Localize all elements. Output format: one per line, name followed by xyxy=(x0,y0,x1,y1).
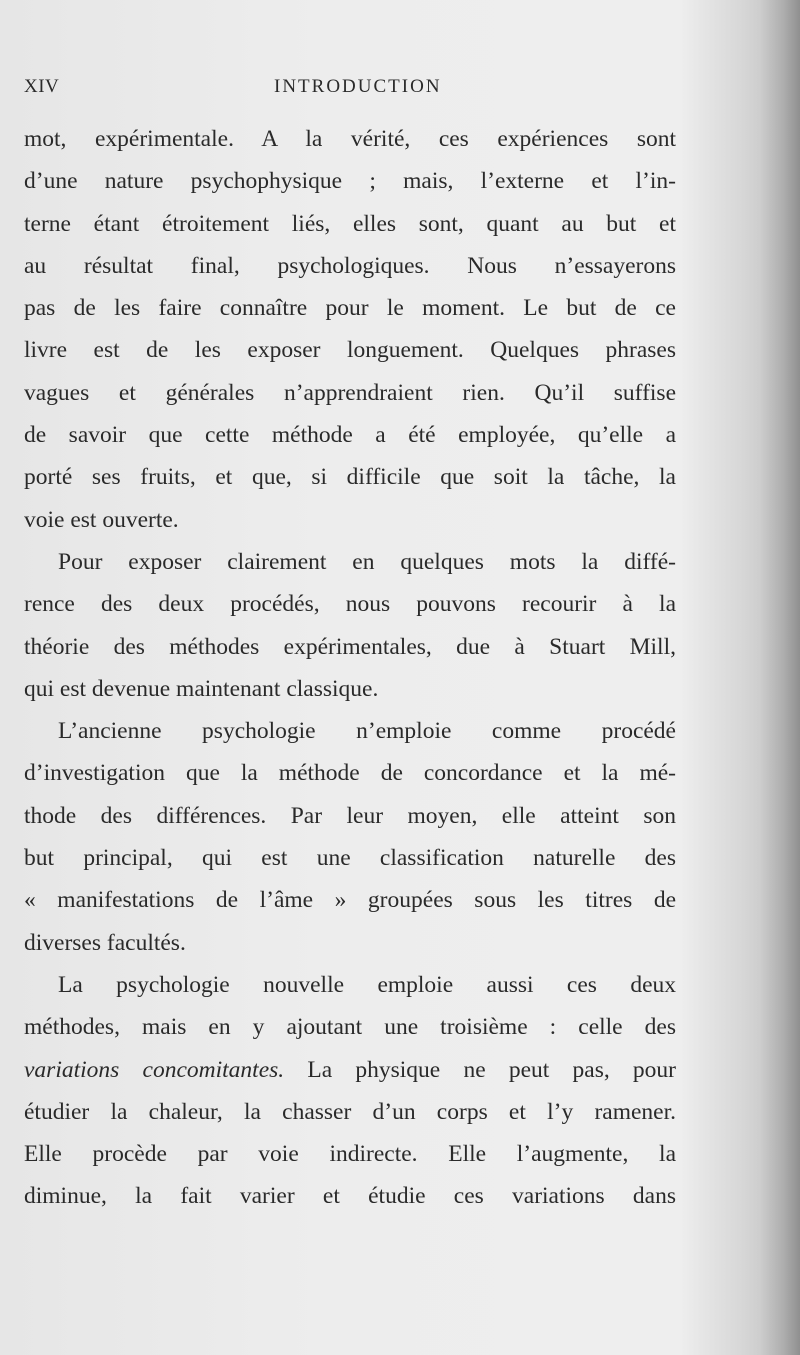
text-line: mot, expérimentale. A la vérité, ces expériences sont xyxy=(24,126,676,152)
running-head xyxy=(24,76,676,106)
text-line: au résultat final, psychologiques. Nous n’essayerons xyxy=(24,252,676,279)
text-line: d’investigation que la méthode de concordance et la mé- xyxy=(24,760,676,787)
text-line: rence des deux procédés, nous pouvons recourir à la xyxy=(24,591,676,618)
text-line: La psychologie nouvelle emploie aussi ces deux xyxy=(58,971,676,998)
text-line: Elle procède par voie indirecte. Elle l’augmente, la xyxy=(24,1141,676,1168)
text-line: but principal, qui est une classification naturelle des xyxy=(24,845,676,872)
page-number: XIV xyxy=(24,76,60,97)
text-line-mixed xyxy=(24,1049,676,1091)
text-line: d’une nature psychophysique ; mais, l’externe et l’in- xyxy=(24,168,676,195)
text-line: livre est de les exposer longuement. Quelques phrases xyxy=(24,337,676,364)
text-fragment: La physique ne peut pas, pour xyxy=(284,1056,676,1083)
text-line: « manifestations de l’âme » groupées sous les titres de xyxy=(24,887,676,914)
text-line: thode des différences. Par leur moyen, elle atteint son xyxy=(24,802,676,829)
text-line: terne étant étroitement liés, elles sont, quant au but et xyxy=(24,210,676,237)
text-line: méthodes, mais en y ajoutant une troisième : celle des xyxy=(24,1014,676,1041)
text-line: diminue, la fait varier et étudie ces variations dans xyxy=(24,1183,676,1210)
text-line: vagues et générales n’apprendraient rien. Qu’il suffise xyxy=(24,379,676,406)
text-line: de savoir que cette méthode a été employée, qu’elle a xyxy=(24,422,676,449)
text-line: voie est ouverte. xyxy=(24,506,179,533)
text-line: diverses facultés. xyxy=(24,929,186,956)
text-line: Pour exposer clairement en quelques mots la diffé- xyxy=(58,548,676,575)
text-line: étudier la chaleur, la chasser d’un corps et l’y ramener. xyxy=(24,1098,676,1125)
body-text xyxy=(24,118,676,1218)
text-line: porté ses fruits, et que, si difficile que soit la tâche, la xyxy=(24,464,676,491)
text-line: qui est devenue maintenant classique. xyxy=(24,675,379,702)
text-line: pas de les faire connaître pour le moment. Le but de ce xyxy=(24,295,676,322)
running-title: INTRODUCTION xyxy=(274,76,442,97)
text-line: théorie des méthodes expérimentales, due à Stuart Mill, xyxy=(24,633,676,660)
italic-term: variations concomitantes. xyxy=(24,1056,285,1083)
page-edge-shadow xyxy=(760,0,800,1355)
text-line: L’ancienne psychologie n’emploie comme procédé xyxy=(58,718,676,745)
